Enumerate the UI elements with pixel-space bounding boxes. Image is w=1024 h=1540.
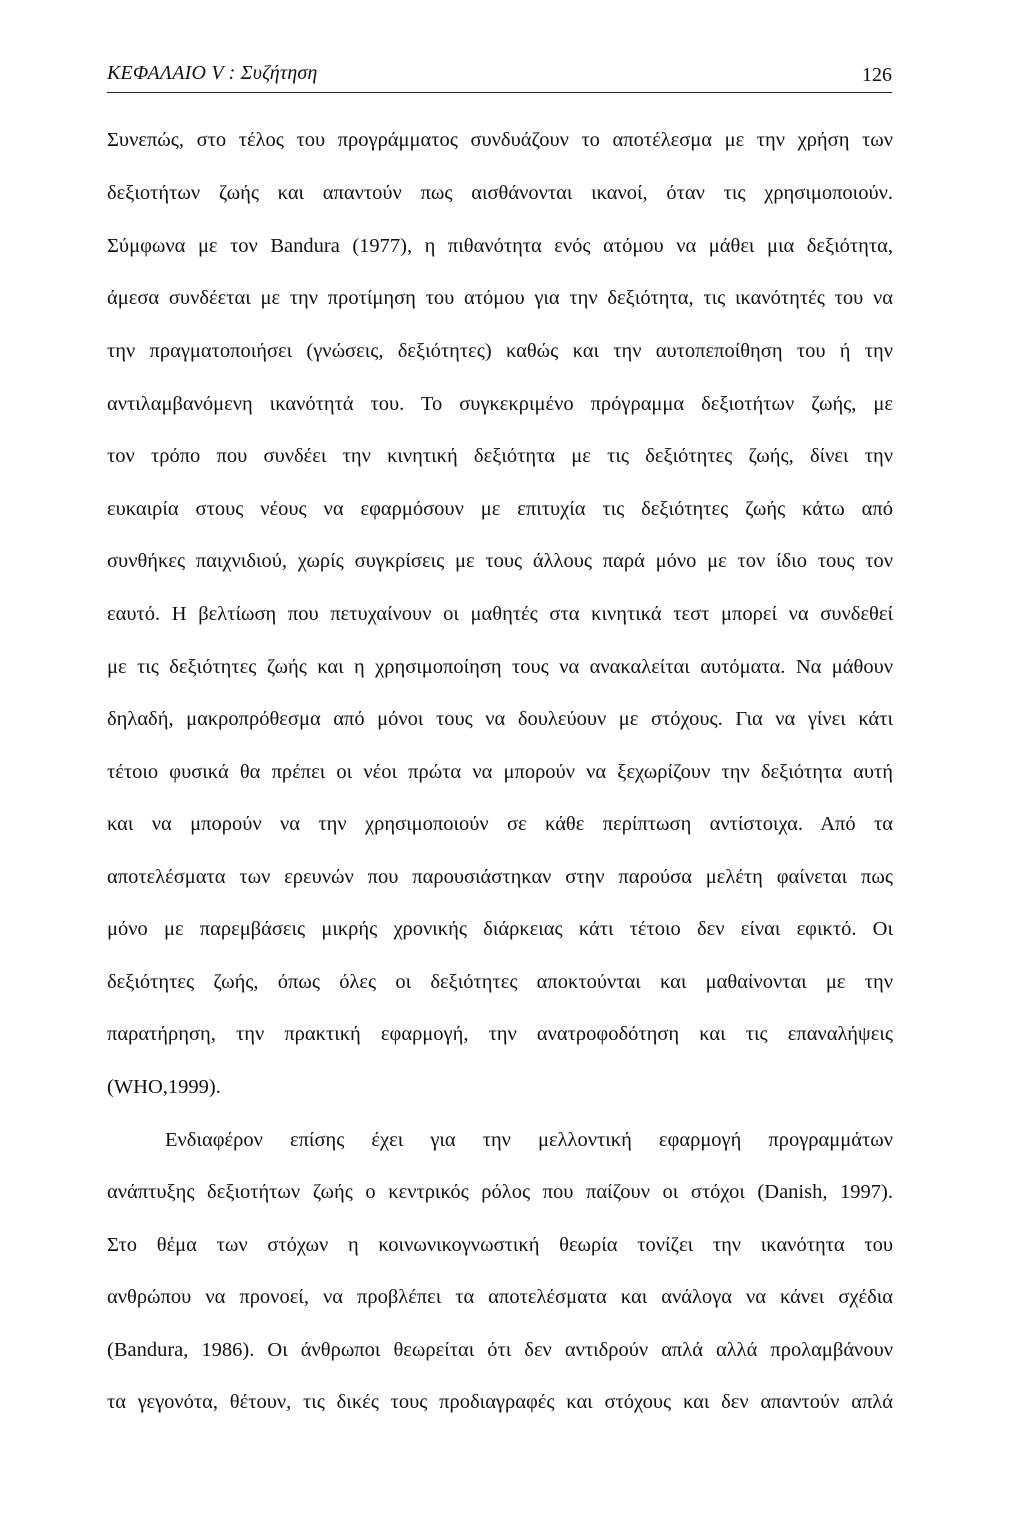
text-line: ευκαιρία στους νέους να εφαρμόσουν με επιτυχία τις δεξιότητες ζωής κάτω από (107, 498, 893, 520)
text-line: ανθρώπου να προνοεί, να προβλέπει τα αποτελέσματα και ανάλογα να κάνει σχέδια (107, 1286, 893, 1308)
text-line: με τις δεξιότητες ζωής και η χρησιμοποίηση τους να ανακαλείται αυτόματα. Να μάθουν (107, 656, 893, 678)
page-number: 126 (862, 64, 892, 86)
text-line: και να μπορούν να την χρησιμοποιούν σε κάθε περίπτωση αντίστοιχα. Από τα (107, 813, 893, 835)
text-line: (WHO,1999). (107, 1076, 221, 1098)
text-line: συνθήκες παιχνιδιού, χωρίς συγκρίσεις με τους άλλους παρά μόνο με τον ίδιο τους τον (107, 550, 893, 572)
text-line: Συνεπώς, στο τέλος του προγράμματος συνδυάζουν το αποτέλεσμα με την χρήση των (107, 129, 893, 151)
text-line: τα γεγονότα, θέτουν, τις δικές τους προδιαγραφές και στόχους και δεν απαντούν απλά (107, 1391, 893, 1413)
text-line: παρατήρηση, την πρακτική εφαρμογή, την ανατροφοδότηση και τις επαναλήψεις (107, 1023, 893, 1045)
text-line: την πραγματοποιήσει (γνώσεις, δεξιότητες) καθώς και την αυτοπεποίθηση του ή την (107, 340, 893, 362)
text-line: εαυτό. Η βελτίωση που πετυχαίνουν οι μαθητές στα κινητικά τεστ μπορεί να συνδεθεί (107, 603, 893, 625)
running-header (107, 60, 892, 93)
text-line: δεξιοτήτων ζωής και απαντούν πως αισθάνονται ικανοί, όταν τις χρησιμοποιούν. (107, 182, 893, 204)
text-line: μόνο με παρεμβάσεις μικρής χρονικής διάρκειας κάτι τέτοιο δεν είναι εφικτό. Οι (107, 918, 893, 940)
text-line: Στο θέμα των στόχων η κοινωνικογνωστική θεωρία τονίζει την ικανότητα του (107, 1234, 893, 1256)
text-line: δηλαδή, μακροπρόθεσμα από μόνοι τους να δουλεύουν με στόχους. Για να γίνει κάτι (107, 708, 893, 730)
chapter-title: ΚΕΦΑΛΑΙΟ V : Συζήτηση (107, 62, 318, 84)
text-line: Σύμφωνα με τον Bandura (1977), η πιθανότητα ενός ατόμου να μάθει μια δεξιότητα, (107, 235, 893, 257)
text-line: (Bandura, 1986). Οι άνθρωποι θεωρείται ότι δεν αντιδρούν απλά αλλά προλαμβάνουν (107, 1339, 893, 1361)
text-line: δεξιότητες ζωής, όπως όλες οι δεξιότητες αποκτούνται και μαθαίνονται με την (107, 971, 893, 993)
text-line: αντιλαμβανόμενη ικανότητά του. Το συγκεκριμένο πρόγραμμα δεξιοτήτων ζωής, με (107, 393, 893, 415)
text-line: τέτοιο φυσικά θα πρέπει οι νέοι πρώτα να μπορούν να ξεχωρίζουν την δεξιότητα αυτή (107, 761, 893, 783)
text-line: ανάπτυξης δεξιοτήτων ζωής ο κεντρικός ρόλος που παίζουν οι στόχοι (Danish, 1997). (107, 1181, 893, 1203)
text-line: άμεσα συνδέεται με την προτίμηση του ατόμου για την δεξιότητα, τις ικανότητές του να (107, 287, 893, 309)
text-line: τον τρόπο που συνδέει την κινητική δεξιότητα με τις δεξιότητες ζωής, δίνει την (107, 445, 893, 467)
text-line: αποτελέσματα των ερευνών που παρουσιάστηκαν στην παρούσα μελέτη φαίνεται πως (107, 866, 893, 888)
text-line: Ενδιαφέρον επίσης έχει για την μελλοντική εφαρμογή προγραμμάτων (165, 1129, 893, 1151)
